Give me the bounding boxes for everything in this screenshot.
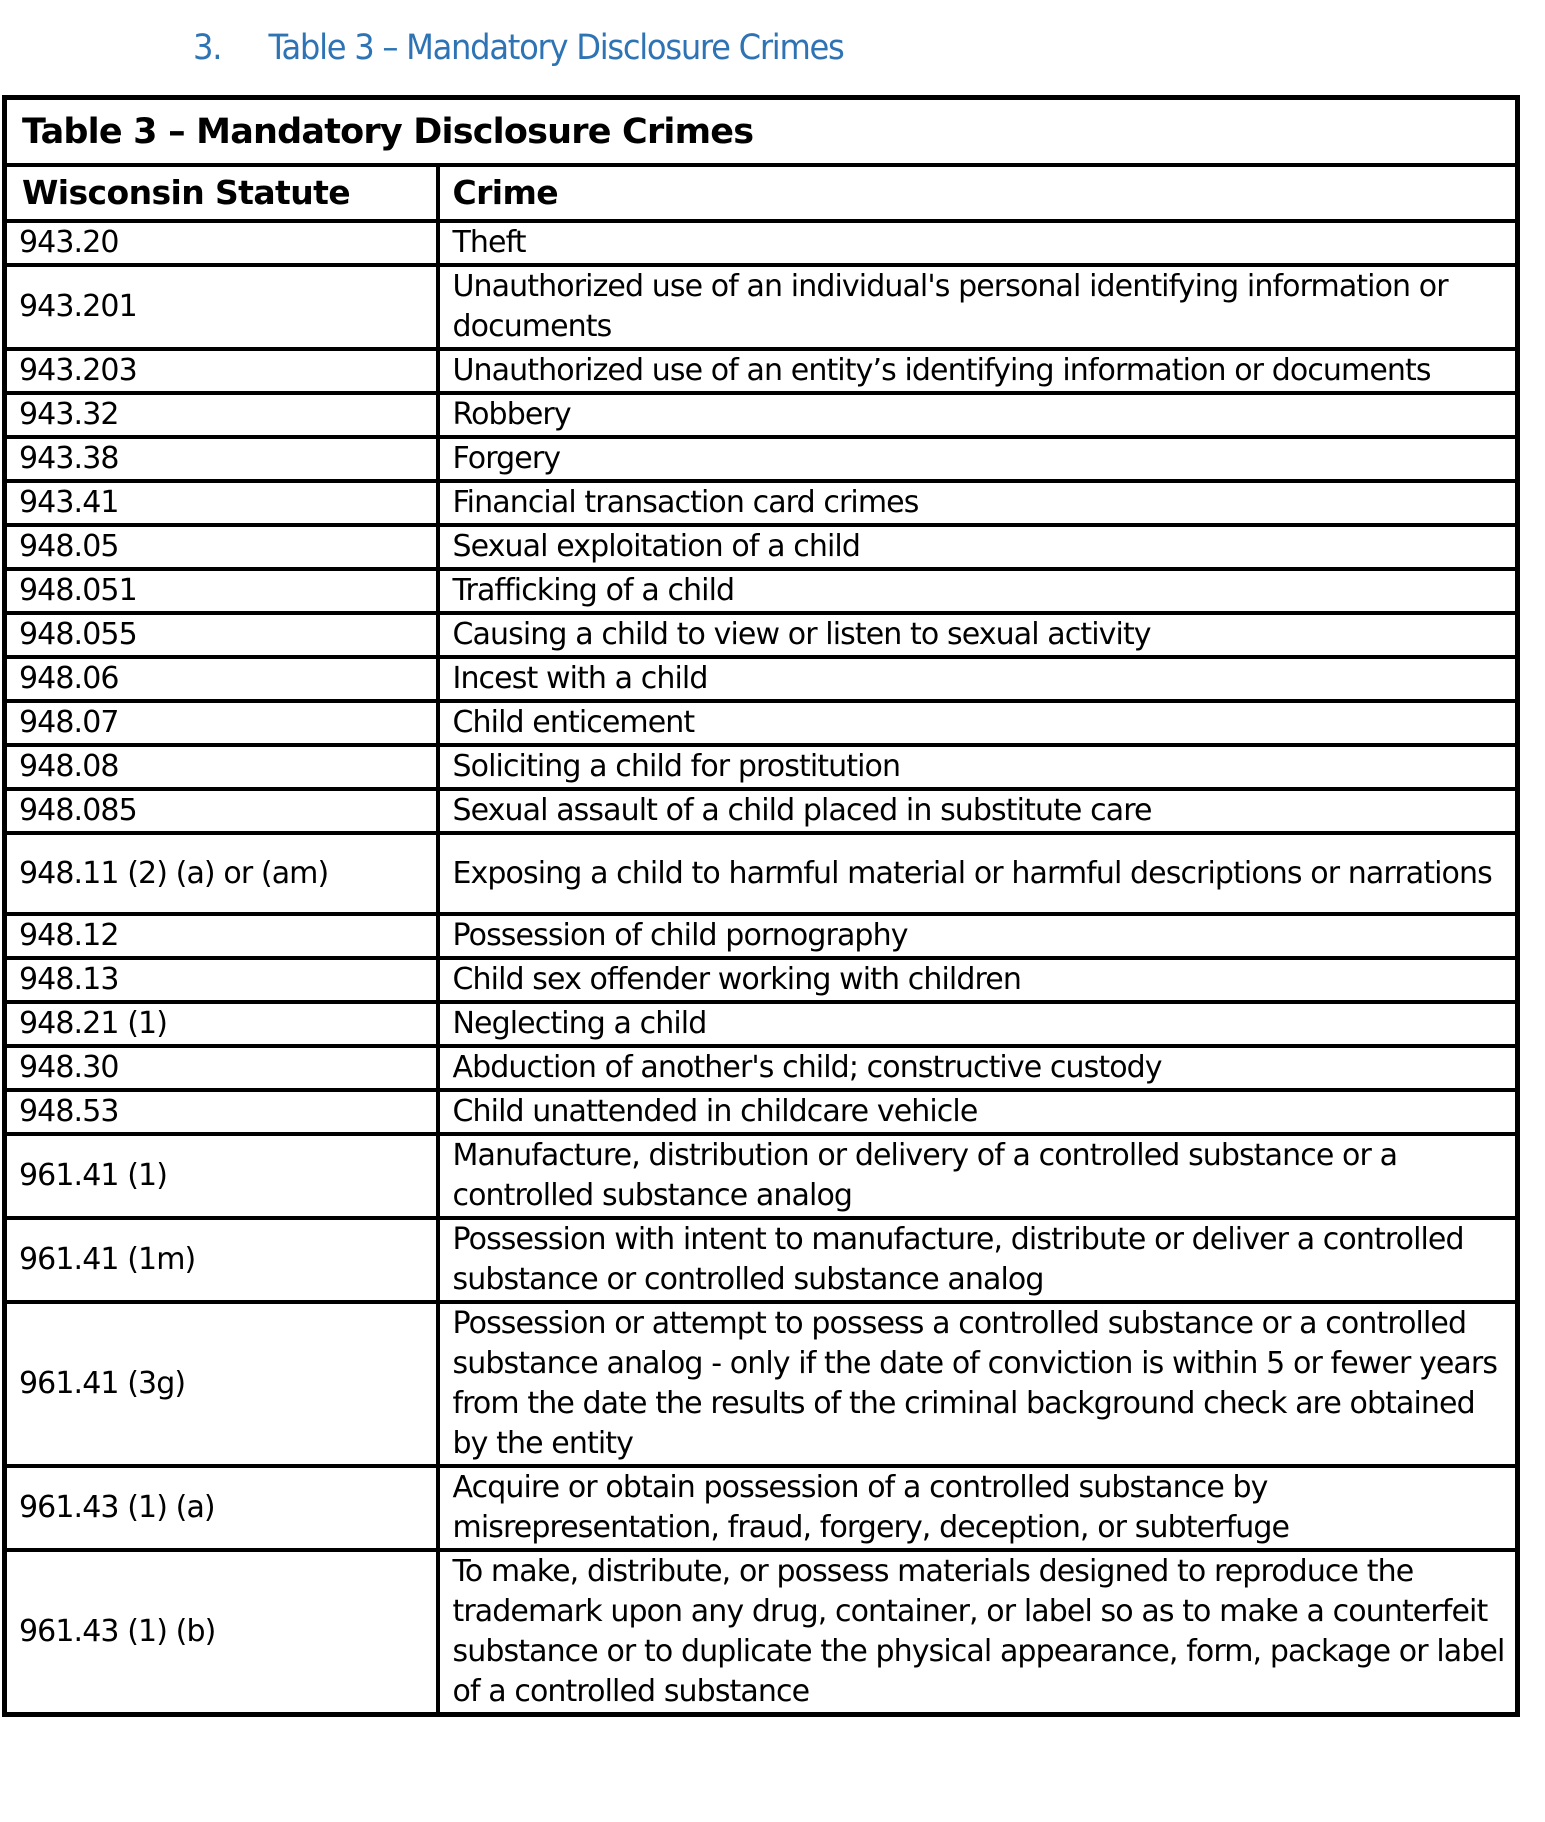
crime-cell: To make, distribute, or possess materials designed to reproduce the trademark upon any drug, container, or label so as to make a counterfeit substance or to duplicate the physical appearance, form, package or label of a controlled substance	[438, 1550, 1518, 1715]
table-row	[5, 833, 1518, 914]
crime-cell: Forgery	[438, 437, 1518, 481]
table-row	[5, 1550, 1518, 1715]
crime-cell: Robbery	[438, 393, 1518, 437]
statute-cell: 948.08	[5, 745, 438, 789]
crime-cell: Possession or attempt to possess a controlled substance or a controlled substance analog - only if the date of conviction is within 5 or fewer years from the date the results of the criminal background check are obtained by the entity	[438, 1302, 1518, 1466]
table-row	[5, 789, 1518, 833]
table-row	[5, 1090, 1518, 1134]
crime-cell: Manufacture, distribution or delivery of a controlled substance or a controlled substance analog	[438, 1134, 1518, 1218]
statute-cell: 961.43 (1) (b)	[5, 1550, 438, 1715]
crime-cell: Sexual exploitation of a child	[438, 525, 1518, 569]
statute-cell: 948.06	[5, 657, 438, 701]
statute-cell: 943.20	[5, 221, 438, 265]
crime-cell: Child sex offender working with children	[438, 958, 1518, 1002]
statute-cell: 948.21 (1)	[5, 1002, 438, 1046]
statute-cell: 943.201	[5, 265, 438, 349]
column-header-statute: Wisconsin Statute	[5, 165, 438, 221]
section-heading	[193, 18, 844, 78]
table-row	[5, 525, 1518, 569]
table-row	[5, 393, 1518, 437]
crime-cell: Possession of child pornography	[438, 914, 1518, 958]
table-row	[5, 1302, 1518, 1466]
statute-cell: 961.41 (1)	[5, 1134, 438, 1218]
crime-cell: Child unattended in childcare vehicle	[438, 1090, 1518, 1134]
statute-cell: 948.07	[5, 701, 438, 745]
column-header-crime: Crime	[438, 165, 1518, 221]
statute-cell: 948.05	[5, 525, 438, 569]
statute-cell: 943.41	[5, 481, 438, 525]
crime-cell: Possession with intent to manufacture, distribute or deliver a controlled substance or controlled substance analog	[438, 1218, 1518, 1302]
statute-cell: 948.055	[5, 613, 438, 657]
table-row	[5, 1046, 1518, 1090]
crime-cell: Unauthorized use of an individual's personal identifying information or documents	[438, 265, 1518, 349]
statute-cell: 948.11 (2) (a) or (am)	[5, 833, 438, 914]
table-header-row	[5, 165, 1518, 221]
table-row	[5, 265, 1518, 349]
table-row	[5, 958, 1518, 1002]
crime-cell: Acquire or obtain possession of a controlled substance by misrepresentation, fraud, forgery, deception, or subterfuge	[438, 1466, 1518, 1550]
table-row	[5, 481, 1518, 525]
statute-cell: 948.53	[5, 1090, 438, 1134]
crime-cell: Abduction of another's child; constructive custody	[438, 1046, 1518, 1090]
crime-cell: Child enticement	[438, 701, 1518, 745]
table-row	[5, 1134, 1518, 1218]
table-row	[5, 914, 1518, 958]
statute-cell: 961.43 (1) (a)	[5, 1466, 438, 1550]
crime-cell: Neglecting a child	[438, 1002, 1518, 1046]
table-caption: Table 3 – Mandatory Disclosure Crimes	[5, 98, 1518, 166]
statute-cell: 948.085	[5, 789, 438, 833]
table-row	[5, 437, 1518, 481]
table-row	[5, 349, 1518, 393]
table-row	[5, 1002, 1518, 1046]
statute-cell: 948.051	[5, 569, 438, 613]
statute-cell: 948.30	[5, 1046, 438, 1090]
crime-cell: Soliciting a child for prostitution	[438, 745, 1518, 789]
table-row	[5, 701, 1518, 745]
crime-cell: Exposing a child to harmful material or harmful descriptions or narrations	[438, 833, 1518, 914]
table-caption-row	[5, 98, 1518, 166]
section-number: 3.	[193, 28, 222, 68]
crime-cell: Incest with a child	[438, 657, 1518, 701]
crime-cell: Sexual assault of a child placed in substitute care	[438, 789, 1518, 833]
crime-cell: Causing a child to view or listen to sexual activity	[438, 613, 1518, 657]
statute-cell: 943.38	[5, 437, 438, 481]
table-row	[5, 569, 1518, 613]
section-title: Table 3 – Mandatory Disclosure Crimes	[268, 28, 844, 68]
mandatory-disclosure-crimes-table	[2, 95, 1520, 1717]
statute-cell: 948.13	[5, 958, 438, 1002]
statute-cell: 961.41 (3g)	[5, 1302, 438, 1466]
table-row	[5, 745, 1518, 789]
crime-cell: Unauthorized use of an entity’s identifying information or documents	[438, 349, 1518, 393]
table-row	[5, 613, 1518, 657]
table-row	[5, 657, 1518, 701]
statute-cell: 943.32	[5, 393, 438, 437]
table-row	[5, 1218, 1518, 1302]
crime-cell: Financial transaction card crimes	[438, 481, 1518, 525]
statute-cell: 961.41 (1m)	[5, 1218, 438, 1302]
crime-cell: Trafficking of a child	[438, 569, 1518, 613]
crime-cell: Theft	[438, 221, 1518, 265]
table-row	[5, 1466, 1518, 1550]
statute-cell: 943.203	[5, 349, 438, 393]
table-row	[5, 221, 1518, 265]
statute-cell: 948.12	[5, 914, 438, 958]
